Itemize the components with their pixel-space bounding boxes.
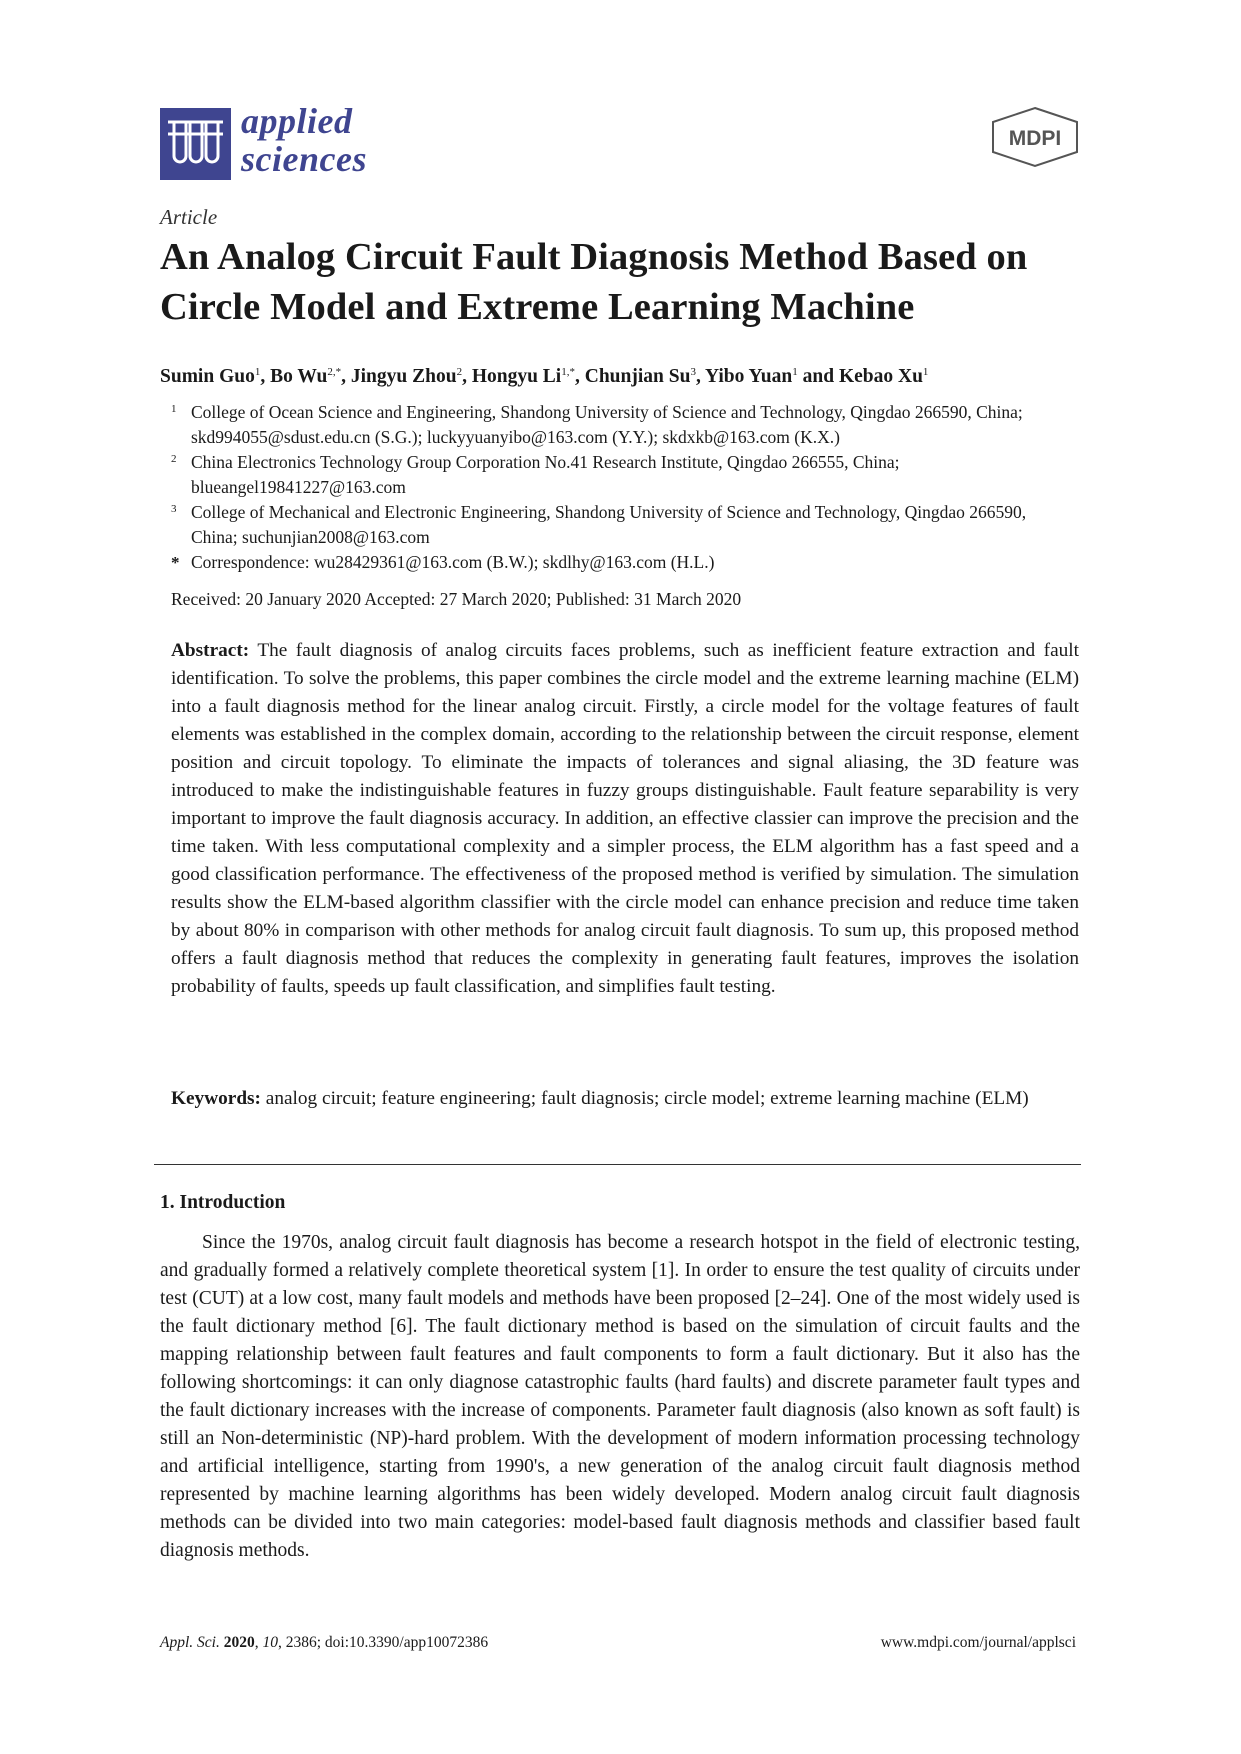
journal-name: applied sciences xyxy=(241,101,367,179)
affiliation-text: College of Mechanical and Electronic Engineering, Shandong University of Science and Technology, Qingdao 266590, China; suchunjian2008@163.com xyxy=(191,502,1027,547)
abstract-label: Abstract: xyxy=(171,640,250,661)
correspondence-text: Correspondence: wu28429361@163.com (B.W.); skdlhy@163.com (H.L.) xyxy=(191,552,715,572)
section-heading: 1. Introduction xyxy=(160,1192,286,1213)
author-affiliation-mark: 1 xyxy=(792,366,798,378)
author-affiliation-mark: 3 xyxy=(690,366,696,378)
author-affiliation-mark: 2,* xyxy=(327,366,342,378)
citation-footer: Appl. Sci. 2020, 10, 2386; doi:10.3390/app10072386 xyxy=(160,1634,489,1651)
section-divider xyxy=(154,1164,1081,1165)
correspondence-mark: * xyxy=(171,553,180,572)
affiliation-text: China Electronics Technology Group Corporation No.41 Research Institute, Qingdao 266555, China; blueangel19841227@163.com xyxy=(191,452,900,497)
keywords-label: Keywords: xyxy=(171,1088,261,1109)
journal-url[interactable]: www.mdpi.com/journal/applsci xyxy=(880,1634,1076,1651)
abstract-text: The fault diagnosis of analog circuits faces problems, such as inefficient feature extraction and fault identification. To solve the problems, this paper combines the circle model and the extreme learning machine (ELM) into a fault diagnosis method for the linear analog circuit. Firstly, a circle model for the voltage features of fault elements was established in the complex domain, according to the relationship between the circuit response, element position and circuit topology. To eliminate the impacts of tolerances and signal aliasing, the 3D feature was introduced to make the indistinguishable features in fuzzy groups distinguishable. Fault feature separability is very important to improve the fault diagnosis accuracy. In addition, an effective classier can improve the precision and the time taken. With less computational complexity and a simpler process, the ELM algorithm has a fast speed and a good classification performance. The effectiveness of the proposed method is verified by simulation. The simulation results show the ELM-based algorithm classifier with the circle model can enhance precision and reduce time taken by about 80% in comparison with other methods for analog circuit fault diagnosis. To sum up, this proposed method offers a fault diagnosis method that reduces the complexity in generating fault features, improves the isolation probability of faults, speeds up fault classification, and simplifies fault testing. xyxy=(171,640,1079,997)
abstract xyxy=(171,637,1079,1001)
affiliation-mark: 1 xyxy=(171,403,177,415)
affiliation-mark: 3 xyxy=(171,503,177,515)
author: Bo Wu xyxy=(270,366,328,387)
paper-title: An Analog Circuit Fault Diagnosis Method Based on Circle Model and Extreme Learning Machine xyxy=(160,236,1028,328)
affiliation-text: College of Ocean Science and Engineering, Shandong University of Science and Technology, Qingdao 266590, China; skd994055@sdust.edu.cn (S.G.); luckyyuanyibo@163.com (Y.Y.); skdxkb@163.com (K.X.) xyxy=(191,402,1023,447)
introduction-paragraph: Since the 1970s, analog circuit fault diagnosis has become a research hotspot in the field of electronic testing, and gradually formed a relatively complete theoretical system [1]. In order to ensure the test quality of circuits under test (CUT) at a low cost, many fault models and methods have been proposed [2–24]. One of the most widely used is the fault dictionary method [6]. The fault dictionary method is based on the simulation of circuit faults and the mapping relationship between fault features and fault components to form a fault dictionary. But it also has the following shortcomings: it can only diagnose catastrophic faults (hard faults) and discrete parameter fault types and the fault dictionary increases with the increase of components. Parameter fault diagnosis (also known as soft fault) is still an Non-deterministic (NP)-hard problem. With the development of modern information processing technology and artificial intelligence, starting from 1990's, a new generation of the analog circuit fault diagnosis method represented by machine learning algorithms has been widely developed. Modern analog circuit fault diagnosis methods can be divided into two main categories: model-based fault diagnosis methods and classifier based fault diagnosis methods. xyxy=(160,1232,1080,1561)
author-affiliation-mark: 1 xyxy=(254,366,261,378)
author-affiliation-mark: 1 xyxy=(922,366,929,378)
author: Kebao Xu xyxy=(838,366,923,387)
article-type: Article xyxy=(160,205,218,229)
author: Jingyu Zhou xyxy=(350,366,457,387)
author-affiliation-mark: 2 xyxy=(456,366,463,378)
affiliation-mark: 2 xyxy=(171,453,177,465)
publication-dates: Received: 20 January 2020 Accepted: 27 March 2020; Published: 31 March 2020 xyxy=(171,589,742,609)
author: Yibo Yuan xyxy=(704,366,793,387)
author-affiliation-mark: 1,* xyxy=(561,366,575,378)
author: Sumin Guo xyxy=(160,366,255,387)
author-list: Sumin Guo$^1$, Bo $Wu^{2,*}$, Jingyu Zhou$^2$, Hongyu $Li^{1,*}$, Chunjian Su$^3$, Yibo Yuan$^1$ and Kebao Xu$^1$ xyxy=(160,366,929,387)
author: Chunjian Su xyxy=(584,366,691,387)
keywords xyxy=(171,1085,1079,1113)
journal-logo xyxy=(160,101,400,184)
test-tubes-icon xyxy=(160,108,231,180)
author: Hongyu Li xyxy=(471,366,562,387)
mdpi-logo xyxy=(989,106,1081,168)
keywords-text: analog circuit; feature engineering; fault diagnosis; circle model; extreme learning machine (ELM) xyxy=(265,1088,1029,1109)
svg-text:MDPI: MDPI xyxy=(1008,127,1062,150)
